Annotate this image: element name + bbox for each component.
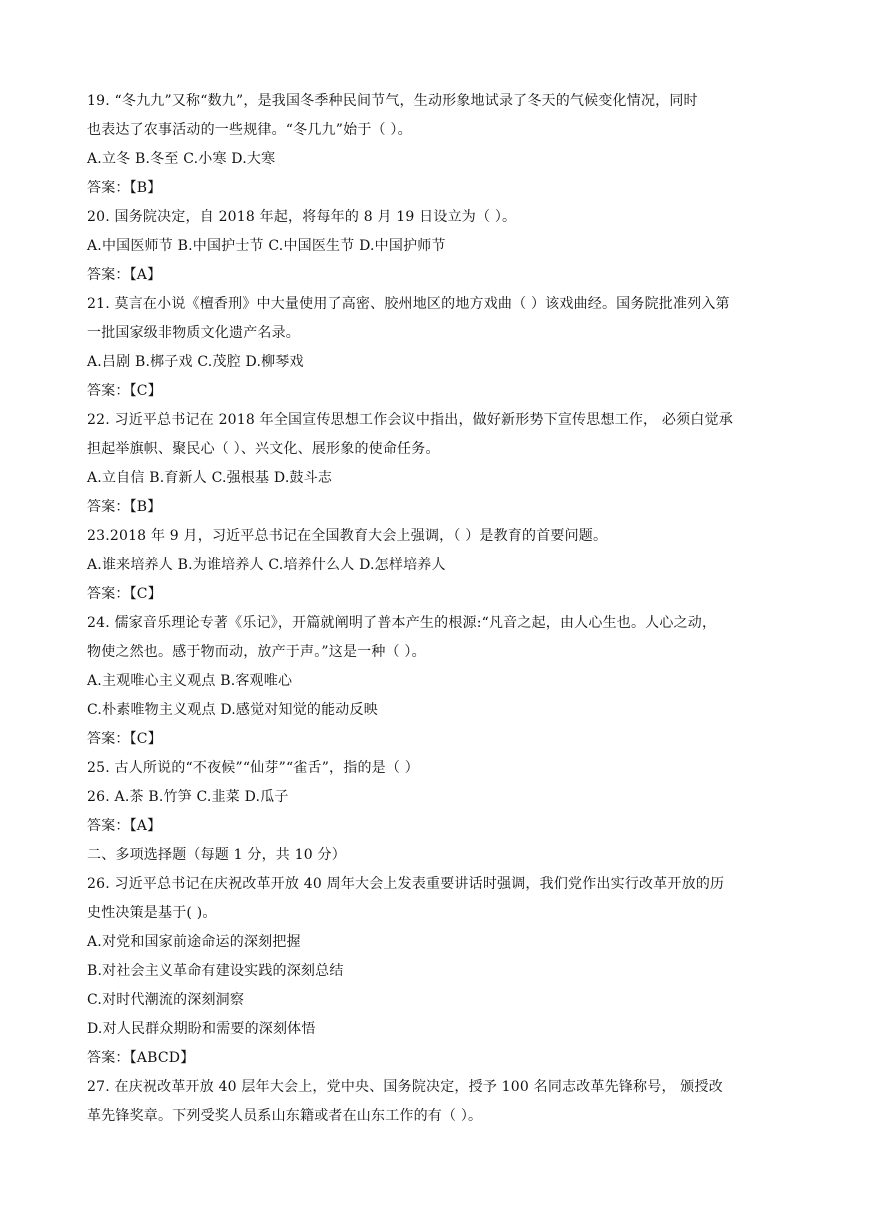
question-25-answer: 答案：【A】 (87, 818, 162, 834)
question-20-options: A.中国医师节 B.中国护士节 C.中国医生节 D.中国护师节 (87, 238, 446, 254)
question-22-answer: 答案：【B】 (87, 499, 162, 515)
question-26-option-a: A.对党和国家前途命运的深刻把握 (87, 934, 301, 950)
question-19-line-2: 也表达了农事活动的一些规律。“冬几九”始于（ ）。 (87, 122, 412, 138)
question-20-line-1: 20. 国务院决定，自 2018 年起，将每年的 8 月 19 日设立为（ ）。 (87, 209, 517, 225)
question-25-options: 26. A.茶 B.竹笋 C.韭菜 D.瓜子 (87, 789, 289, 805)
question-24-line-2: 物使之然也。感于物而动，放产于声。”这是一种（ ）。 (87, 644, 426, 660)
question-22-line-2: 担起举旗帜、聚民心（ ）、兴文化、展形象的使命任务。 (87, 441, 440, 457)
section-heading-multiple-choice: 二、多项选择题（每题 1 分，共 10 分） (87, 847, 346, 863)
question-19-answer: 答案：【B】 (87, 180, 162, 196)
question-26-line-2: 史性决策是基于( )。 (87, 905, 217, 921)
question-27-line-1: 27. 在庆祝改革开放 40 层年大会上，党中央、国务院决定，授予 100 名同志改革先锋称号， 颁授改 (87, 1079, 723, 1095)
question-26-option-b: B.对社会主义革命有建设实践的深刻总结 (87, 963, 344, 979)
question-19-line-1: 19. “冬九九”又称“数九”，是我国冬季种民间节气，生动形象地试录了冬天的气候变化情况，同时 (87, 93, 698, 109)
question-26-option-c: C.对时代潮流的深刻洞察 (87, 992, 245, 1008)
question-27-line-2: 革先锋奖章。下列受奖人员系山东籍或者在山东工作的有（ ）。 (87, 1108, 483, 1124)
question-22-line-1: 22. 习近平总书记在 2018 年全国宣传思想工作会议中指出，做好新形势下宣传思想工作， 必须白觉承 (87, 412, 733, 428)
question-25-line-1: 25. 古人所说的“不夜候”“仙芽”“雀舌”，指的是（ ） (87, 760, 419, 776)
question-24-options-cd: C.朴素唯物主义观点 D.感觉对知觉的能动反映 (87, 702, 378, 718)
question-24-options-ab: A.主观唯心主义观点 B.客观唯心 (87, 673, 293, 689)
question-21-line-1: 21. 莫言在小说《檀香刑》中大量使用了高密、胶州地区的地方戏曲（ ）该戏曲经。国务院批准列入第 (87, 296, 730, 312)
question-21-line-2: 一批国家级非物质文化遗产名录。 (87, 325, 300, 341)
question-20-answer: 答案：【A】 (87, 267, 162, 283)
question-23-answer: 答案：【C】 (87, 586, 162, 602)
question-21-options: A.吕剧 B.梆子戏 C.茂腔 D.柳琴戏 (87, 354, 304, 370)
question-22-options: A.立自信 B.育新人 C.强根基 D.鼓斗志 (87, 470, 333, 486)
question-23-options: A.谁来培养人 B.为谁培养人 C.培养什么人 D.怎样培养人 (87, 557, 446, 573)
question-26-option-d: D.对人民群众期盼和需要的深刻体悟 (87, 1021, 316, 1037)
question-24-answer: 答案：【C】 (87, 731, 162, 747)
question-26-answer: 答案：【ABCD】 (87, 1050, 195, 1066)
question-21-answer: 答案：【C】 (87, 383, 162, 399)
question-23-line-1: 23.2018 年 9 月，习近平总书记在全国教育大会上强调，（ ）是教育的首要问题。 (87, 528, 608, 544)
question-26-line-1: 26. 习近平总书记在庆祝改革开放 40 周年大会上发表重要讲话时强调，我们党作出实行改革开放的历 (87, 876, 725, 892)
question-19-options: A.立冬 B.冬至 C.小寒 D.大寒 (87, 151, 276, 167)
question-24-line-1: 24. 儒家音乐理论专著《乐记》，开篇就阐明了普本产生的根源:“凡音之起，由人心生也。人心之动， (87, 615, 717, 631)
